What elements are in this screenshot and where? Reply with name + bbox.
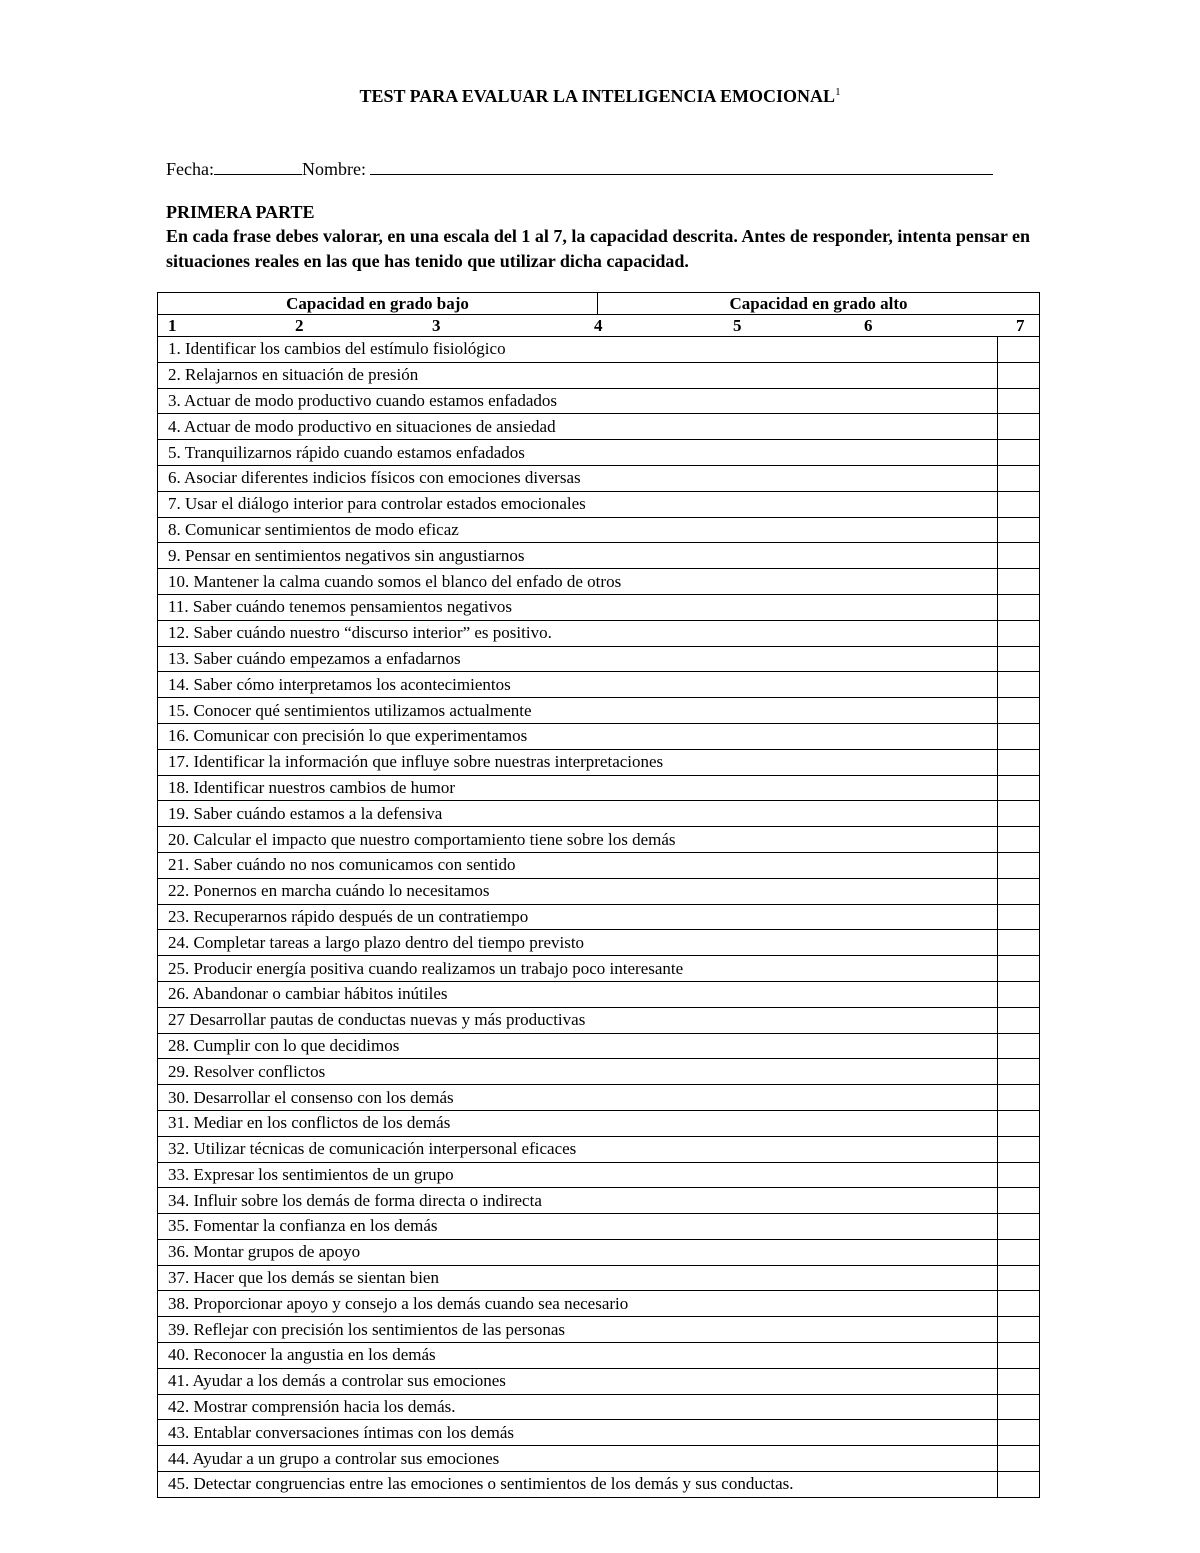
item-statement: 14. Saber cómo interpretamos los acontecimientos <box>158 672 998 698</box>
item-score-cell[interactable] <box>998 1420 1040 1446</box>
item-score-cell[interactable] <box>998 749 1040 775</box>
item-score-cell[interactable] <box>998 440 1040 466</box>
table-row <box>158 1291 1040 1317</box>
item-score-cell[interactable] <box>998 723 1040 749</box>
item-score-cell[interactable] <box>998 956 1040 982</box>
table-row <box>158 1317 1040 1343</box>
scale-6: 6 <box>864 316 873 335</box>
item-statement: 35. Fomentar la confianza en los demás <box>158 1214 998 1240</box>
item-statement: 6. Asociar diferentes indicios físicos con emociones diversas <box>158 465 998 491</box>
item-statement: 28. Cumplir con lo que decidimos <box>158 1033 998 1059</box>
table-row <box>158 981 1040 1007</box>
item-score-cell[interactable] <box>998 620 1040 646</box>
item-score-cell[interactable] <box>998 1085 1040 1111</box>
item-score-cell[interactable] <box>998 569 1040 595</box>
item-score-cell[interactable] <box>998 981 1040 1007</box>
item-statement: 15. Conocer qué sentimientos utilizamos actualmente <box>158 698 998 724</box>
item-statement: 23. Recuperarnos rápido después de un contratiempo <box>158 904 998 930</box>
table-row <box>158 1085 1040 1111</box>
item-statement: 19. Saber cuándo estamos a la defensiva <box>158 801 998 827</box>
table-row <box>158 1007 1040 1033</box>
item-statement: 17. Identificar la información que influye sobre nuestras interpretaciones <box>158 749 998 775</box>
item-statement: 22. Ponernos en marcha cuándo lo necesitamos <box>158 878 998 904</box>
nombre-field[interactable] <box>370 156 993 175</box>
item-score-cell[interactable] <box>998 1472 1040 1498</box>
section-instructions: En cada frase debes valorar, en una escala del 1 al 7, la capacidad descrita. Antes de responder, intenta pensar en situaciones reales en las que has tenido que utilizar dicha capacidad. <box>166 226 1031 271</box>
item-score-cell[interactable] <box>998 1291 1040 1317</box>
item-score-cell[interactable] <box>998 698 1040 724</box>
table-row <box>158 1239 1040 1265</box>
table-row <box>158 1136 1040 1162</box>
item-score-cell[interactable] <box>998 646 1040 672</box>
item-score-cell[interactable] <box>998 362 1040 388</box>
item-score-cell[interactable] <box>998 388 1040 414</box>
identification-line <box>166 156 1026 180</box>
item-statement: 21. Saber cuándo no nos comunicamos con sentido <box>158 852 998 878</box>
table-row <box>158 1343 1040 1369</box>
table-row <box>158 698 1040 724</box>
table-row <box>158 646 1040 672</box>
item-statement: 34. Influir sobre los demás de forma directa o indirecta <box>158 1188 998 1214</box>
nombre-label: Nombre: <box>301 159 366 179</box>
item-statement: 44. Ayudar a un grupo a controlar sus emociones <box>158 1446 998 1472</box>
item-statement: 5. Tranquilizarnos rápido cuando estamos enfadados <box>158 440 998 466</box>
scale-2: 2 <box>295 316 304 335</box>
document-title <box>0 86 1200 107</box>
header-low: Capacidad en grado bajo <box>158 293 598 315</box>
table-row <box>158 1265 1040 1291</box>
item-score-cell[interactable] <box>998 1394 1040 1420</box>
item-statement: 32. Utilizar técnicas de comunicación interpersonal eficaces <box>158 1136 998 1162</box>
item-score-cell[interactable] <box>998 878 1040 904</box>
item-score-cell[interactable] <box>998 1317 1040 1343</box>
item-statement: 36. Montar grupos de apoyo <box>158 1239 998 1265</box>
table-row <box>158 1394 1040 1420</box>
fecha-label: Fecha: <box>166 159 214 179</box>
table-row <box>158 1472 1040 1498</box>
item-statement: 37. Hacer que los demás se sientan bien <box>158 1265 998 1291</box>
item-statement: 38. Proporcionar apoyo y consejo a los demás cuando sea necesario <box>158 1291 998 1317</box>
table-row <box>158 569 1040 595</box>
scale-row <box>158 315 1040 337</box>
scale-4: 4 <box>594 316 603 335</box>
table-row <box>158 388 1040 414</box>
item-statement: 27 Desarrollar pautas de conductas nuevas y más productivas <box>158 1007 998 1033</box>
item-statement: 26. Abandonar o cambiar hábitos inútiles <box>158 981 998 1007</box>
table-row <box>158 1188 1040 1214</box>
title-text: TEST PARA EVALUAR LA INTELIGENCIA EMOCIONAL <box>359 86 836 106</box>
item-score-cell[interactable] <box>998 594 1040 620</box>
item-statement: 39. Reflejar con precisión los sentimientos de las personas <box>158 1317 998 1343</box>
table-row <box>158 827 1040 853</box>
item-statement: 9. Pensar en sentimientos negativos sin angustiarnos <box>158 543 998 569</box>
table-row <box>158 620 1040 646</box>
item-score-cell[interactable] <box>998 827 1040 853</box>
item-statement: 33. Expresar los sentimientos de un grupo <box>158 1162 998 1188</box>
item-score-cell[interactable] <box>998 414 1040 440</box>
table-row <box>158 1059 1040 1085</box>
item-score-cell[interactable] <box>998 517 1040 543</box>
section-title: PRIMERA PARTE <box>166 202 315 222</box>
item-statement: 42. Mostrar comprensión hacia los demás. <box>158 1394 998 1420</box>
table-row <box>158 672 1040 698</box>
item-statement: 2. Relajarnos en situación de presión <box>158 362 998 388</box>
scale-5: 5 <box>733 316 742 335</box>
table-row <box>158 904 1040 930</box>
table-row <box>158 723 1040 749</box>
table-row <box>158 414 1040 440</box>
item-statement: 24. Completar tareas a largo plazo dentro del tiempo previsto <box>158 930 998 956</box>
table-row <box>158 491 1040 517</box>
table-row <box>158 1110 1040 1136</box>
item-statement: 31. Mediar en los conflictos de los demás <box>158 1110 998 1136</box>
item-score-cell[interactable] <box>998 1214 1040 1240</box>
item-score-cell[interactable] <box>998 1188 1040 1214</box>
table-row <box>158 878 1040 904</box>
item-statement: 7. Usar el diálogo interior para controlar estados emocionales <box>158 491 998 517</box>
item-statement: 41. Ayudar a los demás a controlar sus emociones <box>158 1368 998 1394</box>
rating-table <box>157 292 1040 1498</box>
table-row <box>158 362 1040 388</box>
header-high: Capacidad en grado alto <box>598 293 1040 315</box>
scale-3: 3 <box>432 316 441 335</box>
item-score-cell[interactable] <box>998 1033 1040 1059</box>
item-score-cell[interactable] <box>998 465 1040 491</box>
item-statement: 43. Entablar conversaciones íntimas con los demás <box>158 1420 998 1446</box>
item-statement: 29. Resolver conflictos <box>158 1059 998 1085</box>
table-row <box>158 594 1040 620</box>
item-score-cell[interactable] <box>998 904 1040 930</box>
item-statement: 40. Reconocer la angustia en los demás <box>158 1343 998 1369</box>
table-row <box>158 801 1040 827</box>
item-statement: 12. Saber cuándo nuestro “discurso interior” es positivo. <box>158 620 998 646</box>
item-score-cell[interactable] <box>998 1007 1040 1033</box>
item-score-cell[interactable] <box>998 775 1040 801</box>
item-statement: 18. Identificar nuestros cambios de humor <box>158 775 998 801</box>
item-statement: 13. Saber cuándo empezamos a enfadarnos <box>158 646 998 672</box>
item-score-cell[interactable] <box>998 543 1040 569</box>
table-row <box>158 1162 1040 1188</box>
item-statement: 30. Desarrollar el consenso con los demás <box>158 1085 998 1111</box>
fecha-field[interactable] <box>214 156 302 175</box>
item-score-cell[interactable] <box>998 1343 1040 1369</box>
table-row <box>158 465 1040 491</box>
title-footnote-marker: 1 <box>835 86 841 98</box>
item-score-cell[interactable] <box>998 930 1040 956</box>
table-row <box>158 1033 1040 1059</box>
item-statement: 16. Comunicar con precisión lo que experimentamos <box>158 723 998 749</box>
item-statement: 25. Producir energía positiva cuando realizamos un trabajo poco interesante <box>158 956 998 982</box>
table-row <box>158 852 1040 878</box>
item-score-cell[interactable] <box>998 852 1040 878</box>
item-score-cell[interactable] <box>998 1368 1040 1394</box>
item-score-cell[interactable] <box>998 1446 1040 1472</box>
item-score-cell[interactable] <box>998 1239 1040 1265</box>
scale-1: 1 <box>168 316 177 335</box>
table-row <box>158 775 1040 801</box>
item-statement: 4. Actuar de modo productivo en situaciones de ansiedad <box>158 414 998 440</box>
item-statement: 1. Identificar los cambios del estímulo fisiológico <box>158 337 998 363</box>
table-row <box>158 1420 1040 1446</box>
table-header-row <box>158 293 1040 315</box>
table-row <box>158 1214 1040 1240</box>
item-statement: 3. Actuar de modo productivo cuando estamos enfadados <box>158 388 998 414</box>
item-statement: 8. Comunicar sentimientos de modo eficaz <box>158 517 998 543</box>
item-score-cell[interactable] <box>998 1265 1040 1291</box>
item-statement: 45. Detectar congruencias entre las emociones o sentimientos de los demás y sus conductas. <box>158 1472 998 1498</box>
item-statement: 10. Mantener la calma cuando somos el blanco del enfado de otros <box>158 569 998 595</box>
table-row <box>158 440 1040 466</box>
table-row <box>158 543 1040 569</box>
item-score-cell[interactable] <box>998 491 1040 517</box>
item-score-cell[interactable] <box>998 801 1040 827</box>
table-row <box>158 1446 1040 1472</box>
item-score-cell[interactable] <box>998 1136 1040 1162</box>
item-score-cell[interactable] <box>998 1110 1040 1136</box>
table-row <box>158 517 1040 543</box>
table-row <box>158 1368 1040 1394</box>
table-row <box>158 337 1040 363</box>
table-row <box>158 749 1040 775</box>
table-row <box>158 956 1040 982</box>
table-row <box>158 930 1040 956</box>
scale-7: 7 <box>1016 316 1025 335</box>
item-score-cell[interactable] <box>998 337 1040 363</box>
item-score-cell[interactable] <box>998 1059 1040 1085</box>
item-score-cell[interactable] <box>998 1162 1040 1188</box>
item-statement: 20. Calcular el impacto que nuestro comportamiento tiene sobre los demás <box>158 827 998 853</box>
item-score-cell[interactable] <box>998 672 1040 698</box>
item-statement: 11. Saber cuándo tenemos pensamientos negativos <box>158 594 998 620</box>
scale-numbers <box>158 315 1039 336</box>
